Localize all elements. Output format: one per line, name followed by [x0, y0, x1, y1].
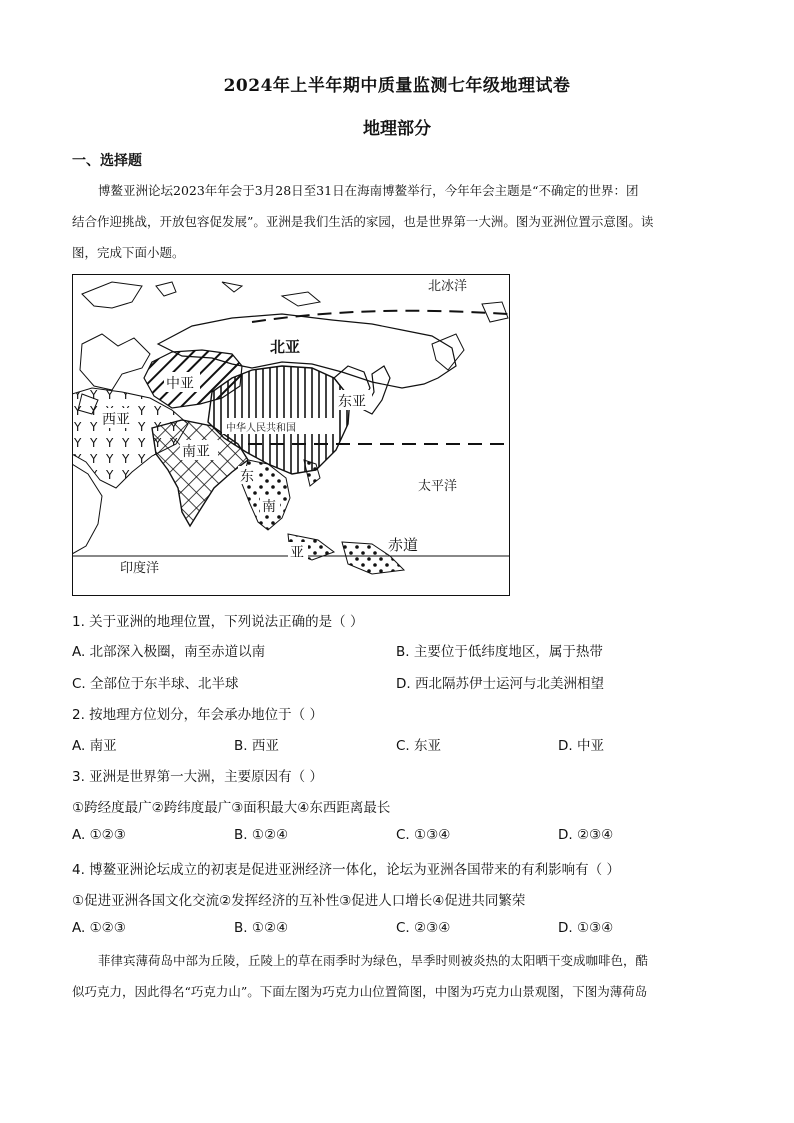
- q1-option-c[interactable]: C. 全部位于东半球、北半球: [72, 676, 239, 692]
- q2-option-d[interactable]: D. 中亚: [558, 738, 604, 754]
- passage-line: 结合作迎挑战，开放包容促发展”。亚洲是我们生活的家园，也是世界第一大洲。图为亚洲位置示意图。读: [72, 214, 654, 229]
- exam-subtitle: 地理部分: [363, 119, 431, 139]
- q3-option-b[interactable]: B. ①②④: [234, 827, 289, 843]
- label-north-asia: 北亚: [270, 338, 301, 356]
- q4-option-a[interactable]: A. ①②③: [72, 920, 126, 936]
- question-1-stem: 1. 关于亚洲的地理位置，下列说法正确的是（ ）: [72, 614, 364, 630]
- q2-option-c[interactable]: C. 东亚: [396, 738, 442, 754]
- q3-option-a[interactable]: A. ①②③: [72, 827, 126, 843]
- passage-line: 菲律宾薄荷岛中部为丘陵，丘陵上的草在雨季时为绿色，旱季时则被炎热的太阳晒干变成咖啡色，酷: [98, 953, 649, 968]
- label-west-asia: 西亚: [102, 412, 130, 428]
- question-3-stem: 3. 亚洲是世界第一大洲，主要原因有（ ）: [72, 769, 323, 785]
- label-pacific-ocean: 太平洋: [418, 479, 458, 494]
- label-china: 中华人民共和国: [226, 423, 296, 434]
- passage-line: 图，完成下面小题。: [72, 245, 185, 260]
- label-southeast-3: 亚: [290, 545, 304, 561]
- q1-option-d[interactable]: D. 西北隔苏伊士运河与北美洲相望: [396, 676, 604, 692]
- label-equator: 赤道: [388, 536, 419, 554]
- passage-line: 似巧克力，因此得名“巧克力山”。下面左图为巧克力山位置简图，中图为巧克力山景观图，下图为薄荷岛: [72, 984, 648, 999]
- q1-option-a[interactable]: A. 北部深入极圈，南至赤道以南: [72, 644, 266, 660]
- q4-option-d[interactable]: D. ①③④: [558, 920, 614, 936]
- question-4-statements: ①促进亚洲各国文化交流②发挥经济的互补性③促进人口增长④促进共同繁荣: [72, 893, 526, 909]
- label-southeast-1: 东: [240, 469, 254, 485]
- passage-chocolate-hills: [72, 945, 722, 1007]
- q4-option-c[interactable]: C. ②③④: [396, 920, 451, 936]
- question-2-stem: 2. 按地理方位划分，年会承办地位于（ ）: [72, 707, 323, 723]
- label-arctic-ocean: 北冰洋: [428, 279, 468, 294]
- label-east-asia: 东亚: [338, 394, 366, 410]
- exam-title: 2024年上半年期中质量监测七年级地理试卷: [223, 76, 571, 96]
- asia-location-map: [72, 274, 510, 596]
- q3-option-c[interactable]: C. ①③④: [396, 827, 451, 843]
- label-south-asia: 南亚: [182, 444, 210, 460]
- q2-option-b[interactable]: B. 西亚: [234, 738, 279, 754]
- label-central-asia: 中亚: [166, 376, 194, 392]
- q1-option-b[interactable]: B. 主要位于低纬度地区，属于热带: [396, 644, 603, 660]
- passage-intro: [72, 175, 722, 268]
- label-southeast-2: 南: [262, 499, 276, 515]
- q2-option-a[interactable]: A. 南亚: [72, 738, 117, 754]
- q4-option-b[interactable]: B. ①②④: [234, 920, 289, 936]
- section-heading: 一、选择题: [72, 153, 142, 169]
- label-indian-ocean: 印度洋: [120, 561, 160, 576]
- question-4-stem: 4. 博鳌亚洲论坛成立的初衷是促进亚洲经济一体化，论坛为亚洲各国带来的有利影响有（ ）: [72, 862, 620, 878]
- q3-option-d[interactable]: D. ②③④: [558, 827, 614, 843]
- passage-line: 博鳌亚洲论坛2023年年会于3月28日至31日在海南博鳌举行，今年年会主题是“不确定的世界：团: [98, 183, 639, 198]
- question-3-statements: ①跨经度最广②跨纬度最广③面积最大④东西距离最长: [72, 800, 391, 816]
